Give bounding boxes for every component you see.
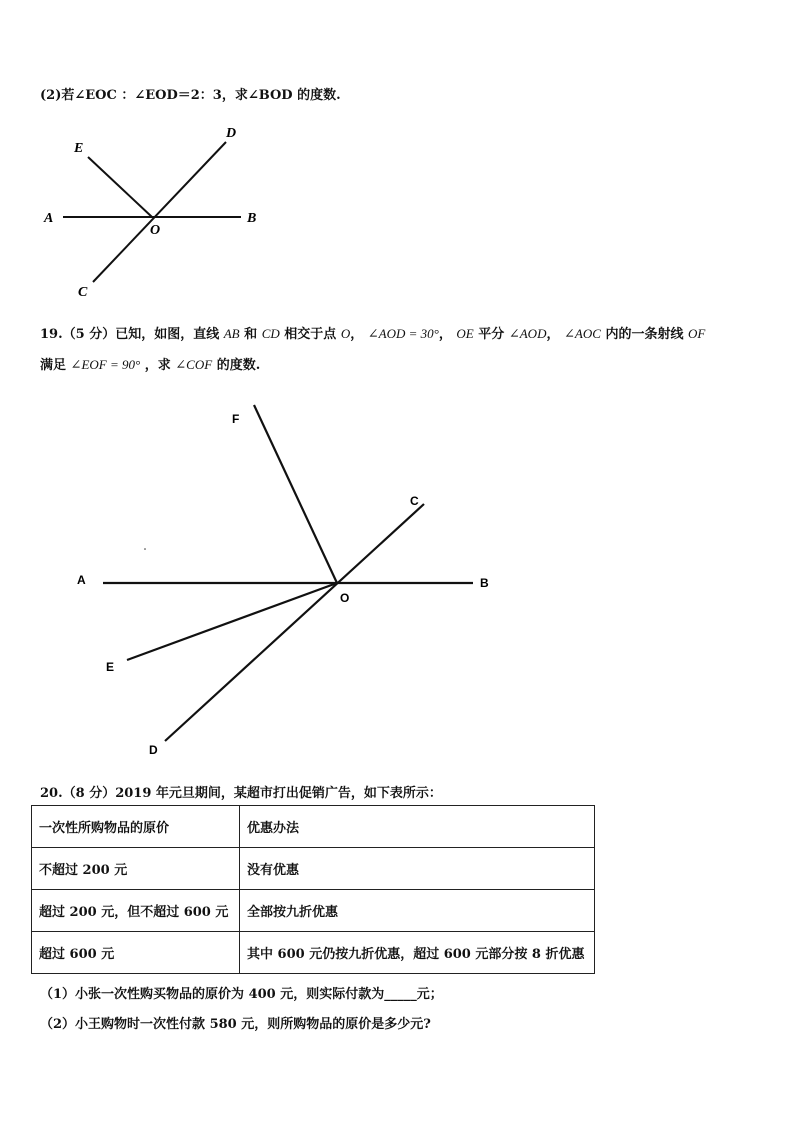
table-header-cell: 优惠办法 <box>240 806 595 848</box>
q20-title: 20.（8 分）2019 年元旦期间，某超市打出促销广告，如下表所示： <box>40 786 442 801</box>
q19-find: ，求 <box>144 358 171 373</box>
table-header-cell: 一次性所购物品的原价 <box>32 806 240 848</box>
q19-number: 19.（5 分）已知，如图，直线 <box>40 327 220 342</box>
promo-table <box>31 805 595 974</box>
q19-eof-eq: ∠EOF = 90° <box>70 357 141 372</box>
fig1-label-o: O <box>150 223 161 238</box>
fig1-label-a: A <box>44 211 54 226</box>
q19-ab: AB <box>223 326 240 341</box>
fig1-label-e: E <box>74 141 84 156</box>
q19-line1 <box>40 323 705 342</box>
fig2-label-d: D <box>149 743 158 757</box>
q19-of: OF <box>688 326 706 341</box>
table-header-row <box>32 806 595 848</box>
q19-comma3: ， <box>546 327 560 342</box>
q19-aod-eq: ∠AOD = 30° <box>367 326 439 341</box>
q19-comma1: ， <box>350 327 364 342</box>
fig2-label-b: B <box>480 576 489 590</box>
q19-oe: OE <box>456 326 474 341</box>
q19-comma2: ， <box>438 327 452 342</box>
table-row <box>32 848 595 890</box>
q19-cof: ∠COF <box>175 357 213 372</box>
q20-sub1: （1）小张一次性购买物品的原价为 400 元，则实际付款为_____元； <box>40 987 443 1002</box>
q19-o: O <box>340 326 351 341</box>
q20-sub2: （2）小王购物时一次性付款 580 元，则所购物品的原价是多少元? <box>40 1017 431 1032</box>
q19-intersect: 相交于点 <box>284 327 337 342</box>
table-cell: 超过 600 元 <box>32 932 240 974</box>
table-cell: 没有优惠 <box>240 848 595 890</box>
q19-inside: 内的一条射线 <box>605 327 684 342</box>
q19-and: 和 <box>244 327 258 342</box>
q18-part2-text: (2)若∠EOC ：∠EOD＝2：3，求∠BOD 的度数. <box>40 88 341 103</box>
stray-dot <box>144 548 146 550</box>
fig1-line-cd <box>93 142 226 282</box>
fig2-label-e: E <box>106 660 115 674</box>
fig1-label-d: D <box>226 126 237 141</box>
fig2-label-c: C <box>410 494 419 508</box>
fig2-ray-of <box>254 405 337 583</box>
fig2-ray-oe <box>127 583 337 660</box>
fig1-ray-oe <box>88 157 152 217</box>
fig1-label-b: B <box>247 211 257 226</box>
q19-cd: CD <box>261 326 280 341</box>
table-cell: 其中 600 元仍按九折优惠，超过 600 元部分按 8 折优惠 <box>240 932 595 974</box>
fig2-label-f: F <box>232 412 240 426</box>
table-cell: 超过 200 元，但不超过 600 元 <box>32 890 240 932</box>
q19-tail: 的度数. <box>216 358 261 373</box>
q19-aoc: ∠AOC <box>564 326 601 341</box>
figure-2 <box>103 405 473 741</box>
fig2-label-a: A <box>77 573 86 587</box>
table-row <box>32 890 595 932</box>
fig2-label-o: O <box>340 591 350 605</box>
q19-aod: ∠AOD <box>508 326 547 341</box>
fig1-label-c: C <box>78 285 88 300</box>
q19-bisects: 平分 <box>478 327 505 342</box>
q19-line2 <box>40 354 260 373</box>
q19-satisfy: 满足 <box>40 358 67 373</box>
table-cell: 不超过 200 元 <box>32 848 240 890</box>
table-cell: 全部按九折优惠 <box>240 890 595 932</box>
table-row <box>32 932 595 974</box>
fig2-line-cd <box>165 504 424 741</box>
